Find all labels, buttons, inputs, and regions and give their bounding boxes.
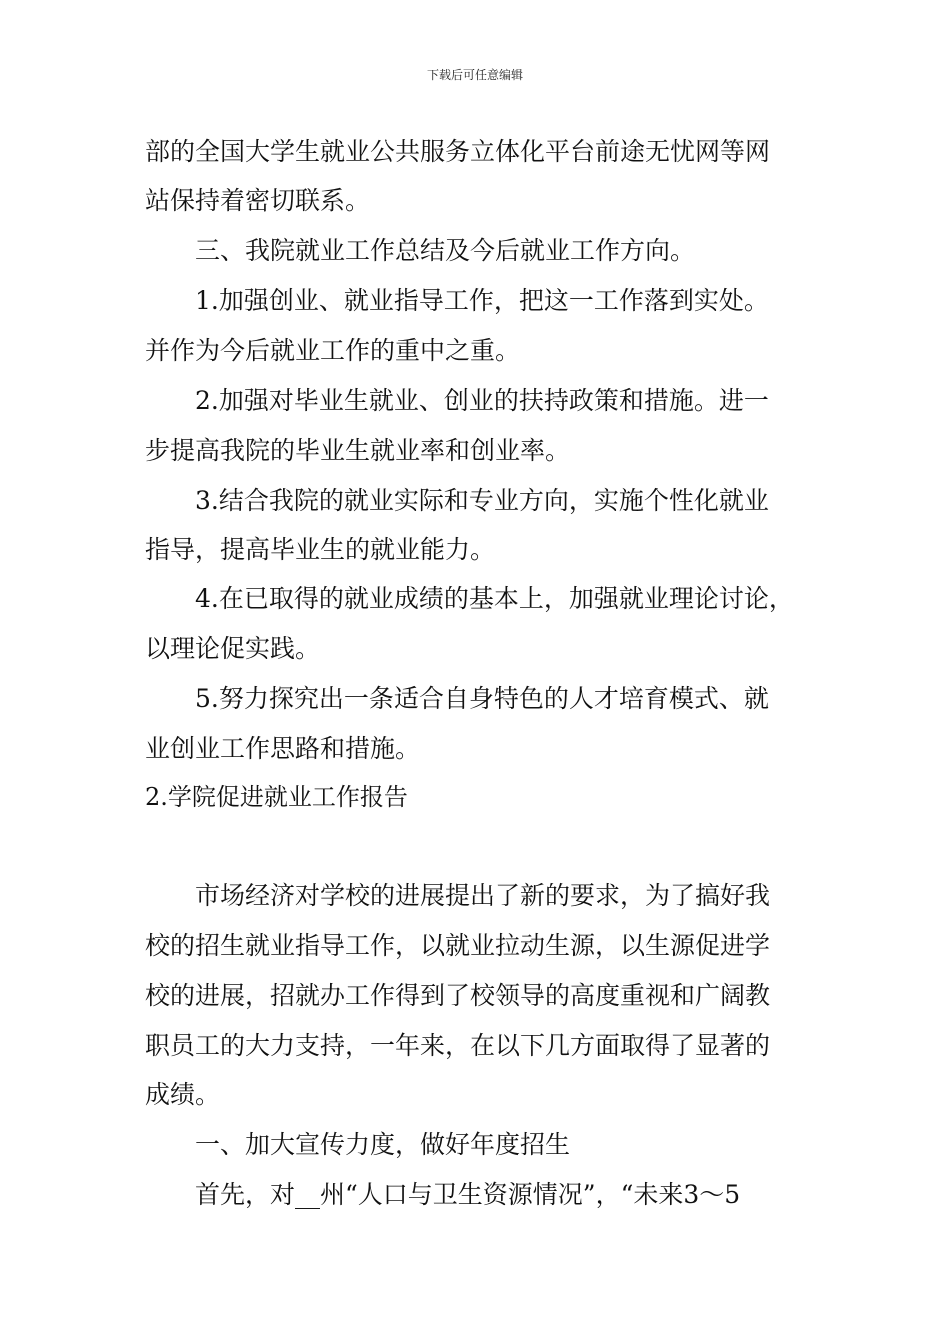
text-line: 首先，对__州“人口与卫生资源情况”，“未来3～5 [195,1180,741,1209]
section-heading: 三、我院就业工作总结及今后就业工作方向。 [195,236,696,265]
text-line: 校的进展，招就办工作得到了校领导的高度重视和广阔教 [145,981,771,1010]
text-line: 校的招生就业指导工作，以就业拉动生源，以生源促进学 [145,931,771,960]
page-header-note: 下载后可任意编辑 [426,68,523,82]
text-line: 成绩。 [145,1080,221,1109]
text-line: 步提高我院的毕业生就业率和创业率。 [145,436,571,465]
text-line: 指导，提高毕业生的就业能力。 [145,535,496,564]
list-item-text: 5.努力探究出一条适合自身特色的人才培育模式、就 [195,684,769,713]
text-line: 站保持着密切联系。 [145,186,371,215]
text-line: 并作为今后就业工作的重中之重。 [145,336,521,365]
text-line: 以理论促实践。 [145,634,321,663]
list-item-text: 4.在已取得的就业成绩的基本上，加强就业理论讨论， [195,584,794,613]
list-item-text: 3.结合我院的就业实际和专业方向，实施个性化就业 [195,486,769,515]
text-line: 业创业工作思路和措施。 [145,734,421,763]
report-title: 2.学院促进就业工作报告 [145,783,408,811]
list-item-text: 1.加强创业、就业指导工作，把这一工作落到实处。 [195,286,769,315]
text-line: 职员工的大力支持，一年来，在以下几方面取得了显著的 [145,1031,771,1060]
text-line: 市场经济对学校的进展提出了新的要求，为了搞好我 [195,881,771,910]
text-line: 部的全国大学生就业公共服务立体化平台前途无忧网等网 [145,137,771,166]
list-item-text: 2.加强对毕业生就业、创业的扶持政策和措施。进一 [195,386,769,415]
section-heading: 一、加大宣传力度，做好年度招生 [195,1130,571,1159]
